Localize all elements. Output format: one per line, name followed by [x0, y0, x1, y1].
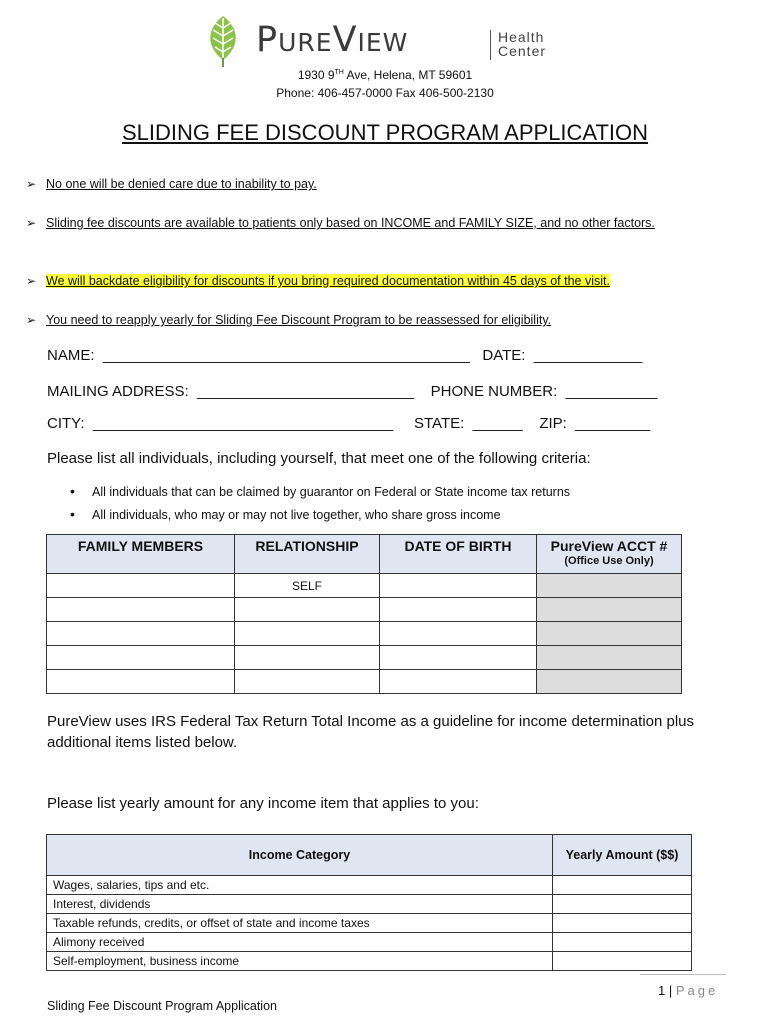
page-title: SLIDING FEE DISCOUNT PROGRAM APPLICATION: [121, 120, 649, 145]
income-table: [46, 834, 692, 971]
table-row: [47, 914, 692, 933]
page-separator: |: [665, 983, 676, 998]
income-category: Self-employment, business income: [47, 952, 553, 971]
family-member-cell[interactable]: [47, 574, 235, 598]
bullet-text: No one will be denied care due to inability to pay.: [46, 177, 317, 191]
yearly-amount-cell[interactable]: [553, 895, 692, 914]
mailing-phone-field[interactable]: MAILING ADDRESS: __________________________ PHONE NUMBER: ___________: [47, 383, 658, 400]
table-row: [47, 952, 692, 971]
phone-fax: Phone: 406-457-0000 Fax 406-500-2130: [276, 86, 494, 100]
income-category: Interest, dividends: [47, 895, 553, 914]
brand-subtitle: [498, 30, 546, 58]
relationship-cell[interactable]: [235, 646, 380, 670]
page-number-value: 1: [658, 983, 666, 998]
table-row: [47, 622, 682, 646]
table-header-row: [47, 835, 692, 876]
col-header: Yearly Amount ($$): [553, 835, 692, 876]
yearly-amount-cell[interactable]: [553, 876, 692, 895]
family-member-cell[interactable]: [47, 646, 235, 670]
page-word: Page: [675, 983, 719, 998]
criteria-item: [70, 483, 570, 499]
acct-cell: [537, 574, 682, 598]
footer-divider: [640, 974, 726, 975]
bullet-text: You need to reapply yearly for Sliding Fee Discount Program to be reassessed for eligibility.: [46, 313, 552, 327]
yearly-amount-cell[interactable]: [553, 933, 692, 952]
relationship-cell[interactable]: SELF: [235, 574, 380, 598]
table-row: [47, 670, 682, 694]
relationship-cell[interactable]: [235, 598, 380, 622]
address-sup: TH: [334, 69, 344, 76]
name-date-field[interactable]: NAME: ____________________________________________ DATE: _____________: [47, 347, 643, 364]
dot-bullet-icon: •: [70, 483, 75, 499]
family-members-table: [46, 534, 682, 694]
table-row: [47, 574, 682, 598]
yearly-amount-cell[interactable]: [553, 952, 692, 971]
dob-cell[interactable]: [380, 646, 537, 670]
table-row: [47, 933, 692, 952]
page-number: [658, 983, 718, 998]
dob-cell[interactable]: [380, 622, 537, 646]
bullet-text: Sliding fee discounts are available to patients only based on INCOME and FAMILY SIZE, and no other factors.: [46, 216, 655, 230]
footer-doc-title: Sliding Fee Discount Program Application: [47, 999, 277, 1013]
income-note: PureView uses IRS Federal Tax Return Total Income as a guideline for income determination plus additional items listed below.: [47, 713, 695, 751]
yearly-amount-cell[interactable]: [553, 914, 692, 933]
brand-name: PureView: [256, 20, 409, 60]
income-prompt: Please list yearly amount for any income item that applies to you:: [47, 795, 479, 812]
city-state-zip-field[interactable]: CITY: ____________________________________ STATE: ______ ZIP: _________: [47, 415, 651, 432]
dob-cell[interactable]: [380, 598, 537, 622]
table-row: [47, 646, 682, 670]
family-member-cell[interactable]: [47, 622, 235, 646]
arrow-bullet-icon: ➢: [26, 313, 37, 327]
col-header: FAMILY MEMBERS: [47, 535, 235, 574]
brand-divider: [490, 30, 491, 60]
leaf-logo-icon: [205, 14, 241, 68]
acct-cell: [537, 622, 682, 646]
income-category: Taxable refunds, credits, or offset of state and income taxes: [47, 914, 553, 933]
brand-sub-line-1: Health: [498, 29, 545, 45]
table-header-row: [47, 535, 682, 574]
relationship-cell[interactable]: [235, 670, 380, 694]
table-row: [47, 598, 682, 622]
family-member-cell[interactable]: [47, 670, 235, 694]
acct-subheader: (Office Use Only): [564, 555, 654, 567]
arrow-bullet-icon: ➢: [26, 274, 37, 288]
acct-header: PureView ACCT #: [550, 538, 668, 554]
highlight: We will backdate eligibility for discounts if you bring required documentation within 45 days of the visit.: [46, 274, 610, 288]
col-header: DATE OF BIRTH: [380, 535, 537, 574]
family-member-cell[interactable]: [47, 598, 235, 622]
address-pre: 1930 9: [297, 68, 335, 82]
criteria-text: All individuals, who may or may not live together, who share gross income: [92, 508, 501, 522]
acct-cell: [537, 670, 682, 694]
table-row: [47, 895, 692, 914]
dob-cell[interactable]: [380, 574, 537, 598]
brand-sub-line-2: Center: [498, 43, 547, 59]
acct-cell: [537, 646, 682, 670]
bullet-text-highlighted: [46, 271, 726, 291]
arrow-bullet-icon: ➢: [26, 177, 37, 191]
col-header: Income Category: [47, 835, 553, 876]
address: [0, 68, 770, 82]
acct-cell: [537, 598, 682, 622]
income-category: Wages, salaries, tips and etc.: [47, 876, 553, 895]
table-row: [47, 876, 692, 895]
dot-bullet-icon: •: [70, 506, 75, 522]
col-header: RELATIONSHIP: [235, 535, 380, 574]
col-header: [537, 535, 682, 574]
criteria-item: [70, 506, 501, 522]
income-category: Alimony received: [47, 933, 553, 952]
criteria-intro: Please list all individuals, including yourself, that meet one of the following criteria:: [47, 450, 591, 467]
criteria-text: All individuals that can be claimed by guarantor on Federal or State income tax returns: [92, 485, 571, 499]
arrow-bullet-icon: ➢: [26, 216, 37, 230]
dob-cell[interactable]: [380, 670, 537, 694]
address-post: Ave, Helena, MT 59601: [343, 68, 473, 82]
relationship-cell[interactable]: [235, 622, 380, 646]
